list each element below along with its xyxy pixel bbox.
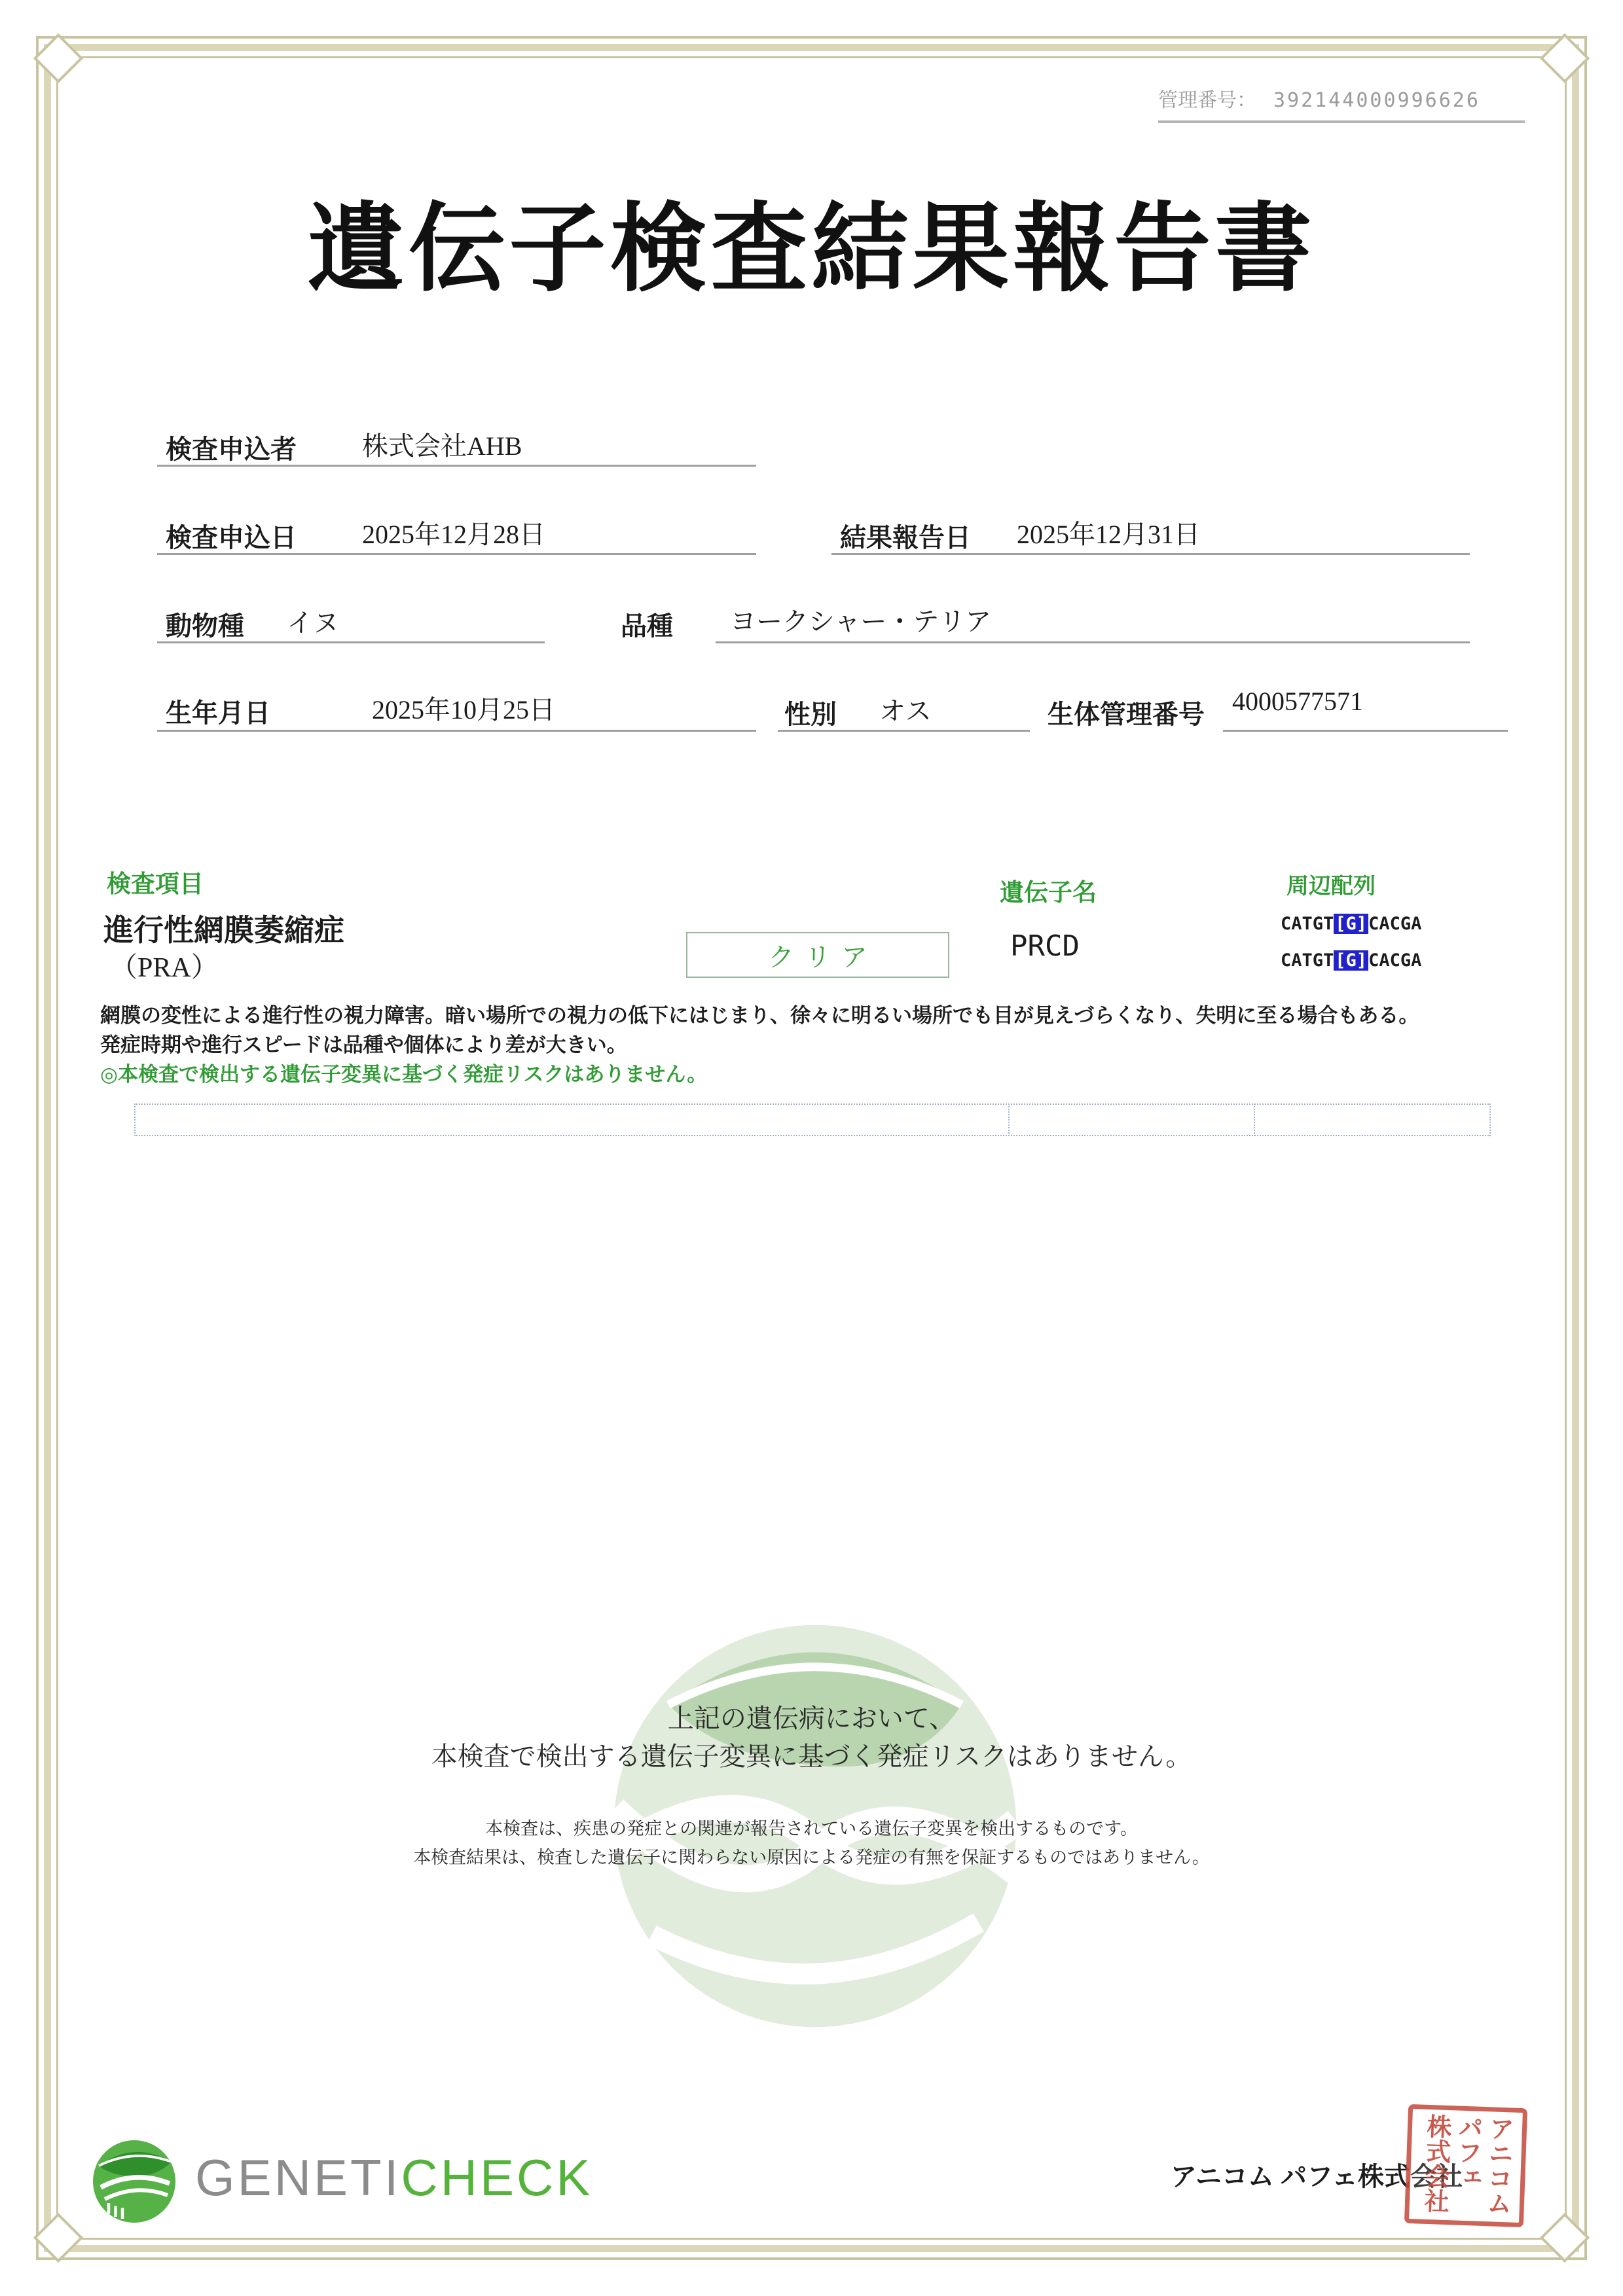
sex-label: 性別 <box>784 700 837 729</box>
management-number <box>1158 84 1525 123</box>
summary-note-1: 本検査は、疾患の発症との関連が報告されている遺伝子変異を検出するものです。 <box>485 1819 1138 1839</box>
test-item-header: 検査項目 <box>107 871 204 898</box>
gene-name-header: 遺伝子名 <box>1000 880 1097 906</box>
apply-date-label: 検査申込日 <box>166 523 297 552</box>
description-line: 網膜の変性による進行性の視力障害。暗い場所での視力の低下にはじまり、徐々に明るい場所でも目が見えづらくなり、失明に至る場合もある。 <box>100 1004 1419 1027</box>
sequence-suffix: CACGA <box>1368 914 1422 934</box>
applicant-value: 株式会社AHB <box>362 431 522 461</box>
sequence-suffix: CACGA <box>1368 950 1422 971</box>
sequence-variant: [G] <box>1335 950 1368 971</box>
frame-corner-ornament <box>1540 33 1590 83</box>
animal-id-value: 4000577571 <box>1232 687 1363 716</box>
applicant-label: 検査申込者 <box>166 435 297 464</box>
underline <box>831 553 1470 555</box>
summary-line-1: 上記の遺伝病において、 <box>667 1704 956 1733</box>
company-seal-stamp <box>1404 2104 1527 2227</box>
logo-text-geneti: GENETI <box>195 2148 401 2206</box>
company-name: アニコム パフェ株式会社 <box>1171 2162 1463 2191</box>
test-result-value: クリア <box>768 942 878 972</box>
species-label: 動物種 <box>166 611 244 641</box>
seal-column: アニコム <box>1482 2115 1514 2216</box>
geneticheck-logo <box>85 2128 593 2227</box>
summary-note-2: 本検査結果は、検査した遺伝子に関わらない原因による発症の有無を保証するものではありません。 <box>413 1848 1210 1867</box>
sequence-line <box>1281 914 1421 934</box>
underline <box>157 730 756 732</box>
management-number-label: 管理番号： <box>1158 90 1256 111</box>
frame-corner-ornament <box>33 33 83 83</box>
dotted-divider <box>1254 1103 1255 1136</box>
risk-note: ◎本検査で検出する遺伝子変異に基づく発症リスクはありません。 <box>100 1062 708 1086</box>
birth-date-value: 2025年10月25日 <box>372 695 555 725</box>
underline <box>157 465 756 467</box>
geneticheck-logo-text <box>195 2148 593 2208</box>
animal-id-label: 生体管理番号 <box>1048 700 1205 729</box>
sequence-variant: [G] <box>1335 914 1368 934</box>
report-date-value: 2025年12月31日 <box>1017 520 1200 549</box>
underline <box>716 641 1470 643</box>
sequence-header: 周辺配列 <box>1286 874 1376 899</box>
management-number-value: 392144000996626 <box>1273 89 1480 112</box>
description-line: 発症時期や進行スピードは品種や個体により差が大きい。 <box>100 1033 627 1056</box>
logo-text-check: CHECK <box>401 2148 593 2206</box>
dotted-divider <box>1008 1103 1010 1136</box>
breed-label: 品種 <box>621 611 673 641</box>
breed-value: ヨークシャー・テリア <box>730 607 992 636</box>
sequence-prefix: CATGT <box>1281 950 1334 971</box>
apply-date-value: 2025年12月28日 <box>362 520 545 549</box>
summary-line-2: 本検査で検出する遺伝子変異に基づく発症リスクはありません。 <box>431 1742 1192 1771</box>
disease-abbreviation: （PRA） <box>110 953 219 983</box>
seal-column: パフェ <box>1451 2114 1482 2190</box>
report-title: 遺伝子検査結果報告書 <box>307 196 1316 304</box>
sequence-prefix: CATGT <box>1281 914 1334 934</box>
report-date-label: 結果報告日 <box>840 523 971 552</box>
species-value: イヌ <box>287 608 339 637</box>
geneticheck-logo-icon <box>85 2128 183 2227</box>
underline <box>157 553 756 555</box>
disease-name: 進行性網膜萎縮症 <box>103 914 344 947</box>
sex-value: オス <box>879 696 932 726</box>
test-result-box <box>686 932 949 978</box>
sequence-line <box>1281 950 1421 971</box>
gene-name-value: PRCD <box>1010 929 1080 963</box>
frame-corner-ornament <box>33 2213 83 2263</box>
seal-column: 株式会社 <box>1419 2113 1451 2214</box>
underline <box>157 641 545 643</box>
frame-corner-ornament <box>1540 2213 1590 2263</box>
birth-date-label: 生年月日 <box>166 698 270 728</box>
disease-description <box>100 1001 1531 1090</box>
continuation-row-placeholder <box>134 1103 1491 1136</box>
underline <box>1223 730 1508 732</box>
underline <box>778 730 1030 732</box>
